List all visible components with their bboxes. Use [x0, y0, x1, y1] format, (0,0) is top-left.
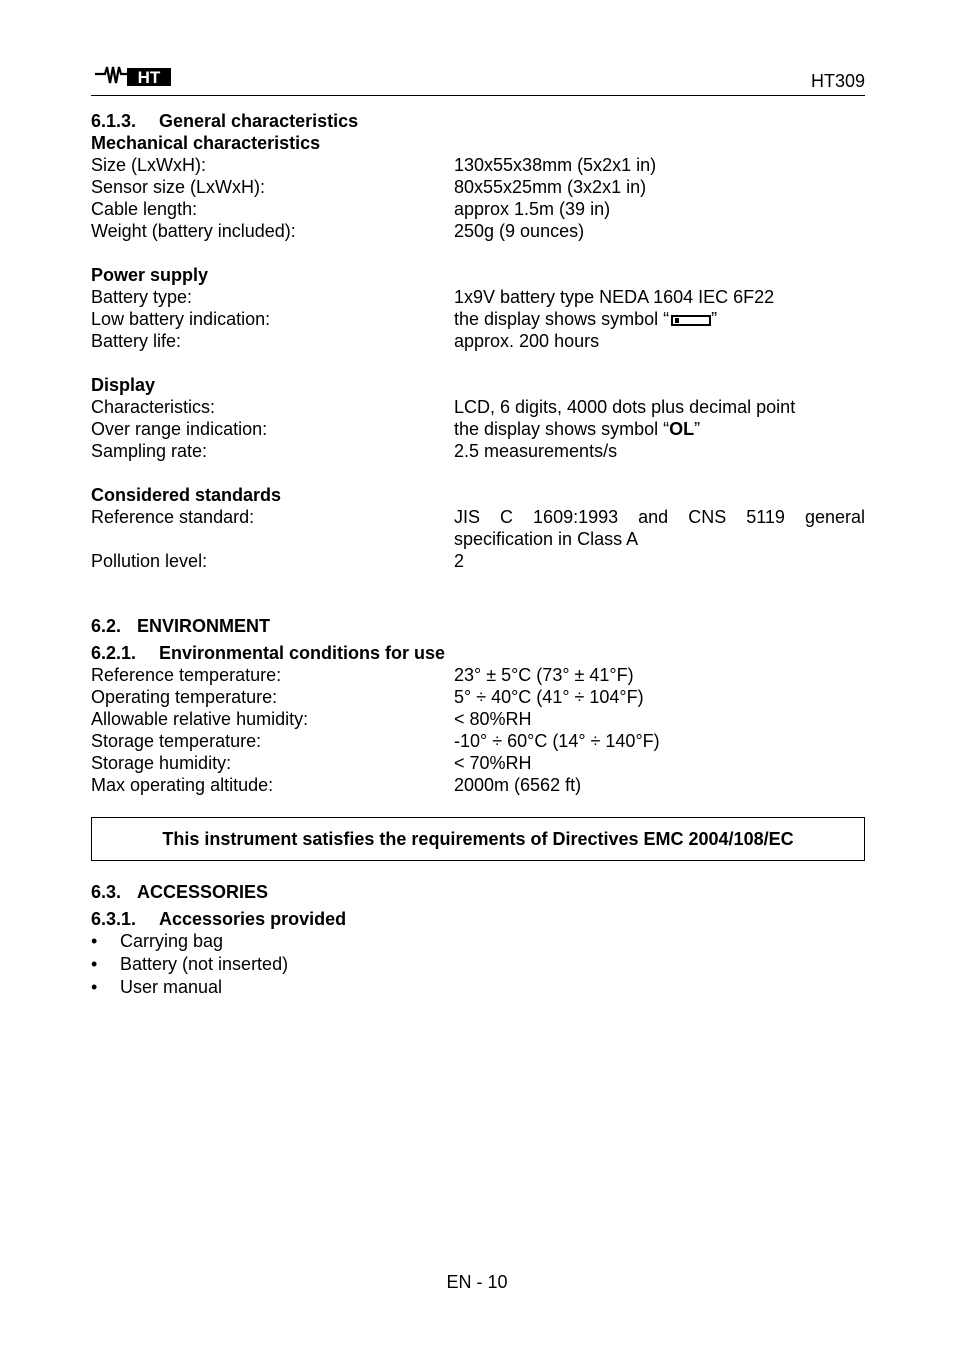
- spec-label: Pollution level:: [91, 551, 208, 571]
- spec-label: Size (LxWxH):: [91, 155, 207, 175]
- spec-label: Allowable relative humidity:: [91, 709, 309, 729]
- spec-value: approx. 200 hours: [454, 331, 600, 351]
- spec-value: 2.5 measurements/s: [454, 441, 618, 461]
- spec-value: 2: [454, 551, 465, 571]
- page-number: EN - 10: [446, 1272, 508, 1292]
- spec-row: [91, 730, 865, 752]
- subheading-display: Display: [91, 375, 156, 395]
- spec-value: the display shows symbol “ ”: [454, 309, 718, 329]
- spec-row: [91, 664, 865, 686]
- spec-value: JIS C 1609:1993 and CNS 5119 general specification in Class A: [454, 507, 865, 549]
- section-heading-accessories-provided: [91, 908, 865, 930]
- spec-row: [91, 308, 865, 330]
- spec-value: < 80%RH: [454, 709, 532, 729]
- spec-label: Sampling rate:: [91, 441, 208, 461]
- section-title: ACCESSORIES: [137, 882, 269, 902]
- spec-label: Characteristics:: [91, 397, 216, 417]
- svg-text:HT: HT: [137, 68, 161, 87]
- spec-label: Max operating altitude:: [91, 775, 274, 795]
- section-number: 6.2.: [91, 616, 122, 636]
- spec-label: Sensor size (LxWxH):: [91, 177, 266, 197]
- spec-value: LCD, 6 digits, 4000 dots plus decimal point: [454, 397, 796, 417]
- spec-row: [91, 396, 865, 418]
- spec-label: Reference standard:: [91, 507, 255, 527]
- spec-row: [91, 176, 865, 198]
- list-item: • Carrying bag: [91, 931, 224, 951]
- spec-row: [91, 506, 865, 550]
- section-title: Accessories provided: [159, 909, 347, 929]
- spec-row: [91, 440, 865, 462]
- spec-value: 1x9V battery type NEDA 1604 IEC 6F22: [454, 287, 775, 307]
- spec-label: Weight (battery included):: [91, 221, 296, 241]
- ht-logo-icon: [93, 62, 173, 90]
- section-number: 6.2.1.: [91, 643, 137, 663]
- spec-row: [91, 418, 865, 440]
- section-heading-general: [91, 110, 865, 132]
- subheading-standards: Considered standards: [91, 485, 282, 505]
- spec-label: Operating temperature:: [91, 687, 278, 707]
- spec-label: Battery life:: [91, 331, 182, 351]
- spec-value: -10° ÷ 60°C (14° ÷ 140°F): [454, 731, 660, 751]
- spec-label: Cable length:: [91, 199, 198, 219]
- spec-label: Reference temperature:: [91, 665, 282, 685]
- spec-row: [91, 774, 865, 796]
- subheading-power: Power supply: [91, 265, 209, 285]
- spec-label: Battery type:: [91, 287, 193, 307]
- spec-value: 2000m (6562 ft): [454, 775, 582, 795]
- spec-row: [91, 286, 865, 308]
- section-heading-conditions: [91, 642, 865, 664]
- spec-label: Low battery indication:: [91, 309, 271, 329]
- subheading-mechanical: Mechanical characteristics: [91, 133, 321, 153]
- spec-value: approx 1.5m (39 in): [454, 199, 611, 219]
- spec-row: [91, 752, 865, 774]
- spec-value: 130x55x38mm (5x2x1 in): [454, 155, 657, 175]
- spec-row: [91, 330, 865, 352]
- list-item: • User manual: [91, 977, 223, 997]
- section-number: 6.3.: [91, 882, 122, 902]
- section-title: ENVIRONMENT: [137, 616, 271, 636]
- bullet-icon: •: [91, 954, 98, 974]
- spec-row: [91, 686, 865, 708]
- low-battery-icon: [671, 315, 711, 326]
- page-content: [91, 110, 865, 999]
- spec-value: < 70%RH: [454, 753, 532, 773]
- directive-notice-box: This instrument satisfies the requirements of Directives EMC 2004/108/EC: [91, 817, 865, 861]
- bullet-icon: •: [91, 977, 98, 997]
- spec-row: [91, 198, 865, 220]
- page-header: [91, 62, 865, 96]
- section-title: Environmental conditions for use: [159, 643, 446, 663]
- spec-value: 80x55x25mm (3x2x1 in): [454, 177, 647, 197]
- model-number: HT309: [810, 71, 865, 91]
- section-heading-accessories: [91, 881, 865, 903]
- spec-value: 5° ÷ 40°C (41° ÷ 104°F): [454, 687, 644, 707]
- spec-label: Over range indication:: [91, 419, 268, 439]
- spec-row: [91, 708, 865, 730]
- spec-value: 250g (9 ounces): [454, 221, 585, 241]
- bullet-icon: •: [91, 931, 98, 951]
- spec-label: Storage humidity:: [91, 753, 232, 773]
- spec-row: [91, 220, 865, 242]
- section-title: General characteristics: [159, 111, 359, 131]
- spec-label: Storage temperature:: [91, 731, 262, 751]
- accessories-list: [91, 930, 865, 999]
- spec-value: 23° ± 5°C (73° ± 41°F): [454, 665, 634, 685]
- section-heading-environment: [91, 615, 865, 637]
- section-number: 6.3.1.: [91, 909, 137, 929]
- spec-row: [91, 154, 865, 176]
- section-number: 6.1.3.: [91, 111, 137, 131]
- spec-row: [91, 550, 865, 572]
- ol-symbol: OL: [669, 419, 695, 439]
- list-item: • Battery (not inserted): [91, 954, 289, 974]
- spec-value: the display shows symbol “OL”: [454, 419, 701, 439]
